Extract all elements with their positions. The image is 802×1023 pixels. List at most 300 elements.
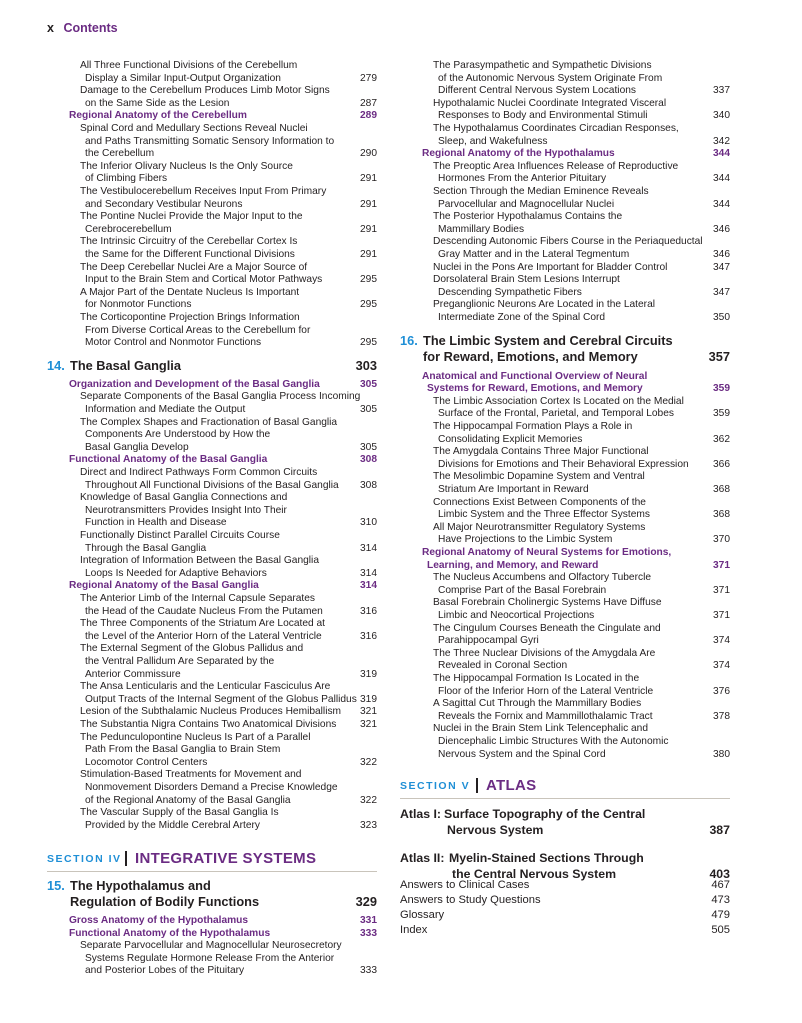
- page-number: 346: [713, 223, 730, 235]
- page-number: 295: [360, 299, 377, 311]
- entry-line: The Limbic Association Cortex Is Located on the Medial: [433, 395, 684, 407]
- entry-line: The Hippocampal Formation Is Located in the: [433, 673, 640, 684]
- entry-line: Throughout All Functional Divisions of the Basal Ganglia: [85, 479, 339, 491]
- toc-entry: [433, 497, 730, 522]
- page-number: 479: [711, 909, 730, 921]
- page-number: 376: [713, 685, 730, 697]
- entry-line: A Major Part of the Dentate Nucleus Is Important: [80, 286, 300, 298]
- entry-line: The Ansa Lenticularis and the Lenticular Fasciculus Are: [80, 681, 331, 693]
- page-number: 505: [711, 924, 730, 936]
- entry-title: [80, 186, 377, 211]
- section-rule: [400, 798, 730, 799]
- toc-entry: [433, 421, 730, 446]
- entry-title: [422, 148, 730, 161]
- entry-line: and Paths Transmitting Somatic Sensory Information to: [85, 135, 335, 147]
- entry-line: Diencephalic Limbic Structures With the Autonomic: [438, 735, 669, 747]
- entry-line: Parvocellular and Magnocellular Nuclei: [438, 198, 615, 210]
- toc-entry: [433, 396, 730, 421]
- entry-line: Locomotor Control Centers: [85, 756, 208, 768]
- atlas-title: Myelin-Stained Sections Through: [449, 851, 644, 865]
- entry-title: [433, 211, 730, 236]
- page-number: 374: [713, 635, 730, 647]
- entry-line: Components Are Understood by How the: [85, 429, 271, 441]
- toc-entry: [433, 723, 730, 761]
- entry-line: The Anterior Limb of the Internal Capsule Separates: [80, 593, 316, 604]
- entry-title: [433, 497, 730, 522]
- entry-title: [80, 719, 377, 732]
- entry-line: Connections Exist Between Components of the: [433, 496, 646, 508]
- toc-entry: [80, 161, 377, 186]
- entry-title: [69, 580, 377, 593]
- entry-line: The Preoptic Area Influences Release of Reproductive: [433, 160, 679, 172]
- toc-entry: [80, 643, 377, 681]
- page-number: 291: [360, 198, 377, 210]
- toc-entry: [433, 299, 730, 324]
- toc-entry: [433, 60, 730, 98]
- page-number: 359: [713, 408, 730, 420]
- entry-line: Regional Anatomy of the Hypothalamus: [422, 148, 615, 160]
- entry-title: [69, 454, 377, 467]
- toc-entry: [80, 492, 377, 530]
- entry-title: [80, 492, 377, 530]
- page-number: 287: [360, 97, 377, 109]
- entry-line: The External Segment of the Globus Pallidus and: [80, 643, 304, 655]
- toc-entry: [80, 123, 377, 161]
- page-number: 331: [360, 915, 377, 926]
- entry-title: [433, 698, 730, 723]
- page-number: 291: [360, 173, 377, 185]
- page-number: 368: [713, 483, 730, 495]
- entry-title: [80, 391, 377, 416]
- page-number: 290: [360, 148, 377, 160]
- entry-title: [80, 732, 377, 770]
- entry-title: [80, 211, 377, 236]
- toc-entry: [80, 593, 377, 618]
- entry-title: [80, 123, 377, 161]
- entry-line: Functional Anatomy of the Hypothalamus: [69, 927, 271, 939]
- entry-title: [69, 928, 377, 941]
- chapter-number: 15.: [47, 878, 65, 893]
- atlas-label: Atlas I:: [400, 807, 441, 821]
- section-heading-entry: [422, 371, 730, 396]
- entry-line: Separate Parvocellular and Magnocellular Neurosecretory: [80, 940, 342, 952]
- entry-line: The Hypothalamus Coordinates Circadian Responses,: [433, 123, 679, 134]
- entry-line: Anterior Commissure: [85, 668, 181, 680]
- entry-line: Descending Autonomic Fibers Course in the Periaqueductal: [433, 236, 703, 248]
- entry-title: [433, 673, 730, 698]
- toc-entry: [433, 623, 730, 648]
- entry-line: All Three Functional Divisions of the Cerebellum: [80, 60, 298, 71]
- chapter-title: The Limbic System and Cerebral Circuits: [423, 332, 673, 348]
- entry-line: Information and Mediate the Output: [85, 403, 246, 415]
- entry-line: Limbic and Neocortical Projections: [438, 609, 595, 621]
- entry-line: Motor Control and Nonmotor Functions: [85, 337, 262, 349]
- entry-title: [80, 417, 377, 455]
- toc-entry: [433, 123, 730, 148]
- entry-title: [80, 530, 377, 555]
- entry-line: Integration of Information Between the Basal Ganglia: [80, 555, 319, 567]
- entry-line: Input to the Brain Stem and Cortical Motor Pathways: [85, 274, 323, 286]
- entry-line: The Posterior Hypothalamus Contains the: [433, 211, 623, 223]
- toc-entry: [80, 719, 377, 732]
- entry-title: [80, 940, 377, 978]
- page-number: 378: [713, 710, 730, 722]
- section-heading-entry: [69, 580, 377, 593]
- entry-line: Cerebrocerebellum: [85, 223, 172, 235]
- entry-line: on the Same Side as the Lesion: [85, 97, 230, 109]
- entry-line: The Cingulum Courses Beneath the Cingulate and: [433, 622, 661, 634]
- page-number: 314: [360, 567, 377, 579]
- toc-entry: [80, 555, 377, 580]
- page-number: 387: [709, 823, 730, 837]
- toc-entry: [80, 60, 377, 85]
- section-label: SECTION V: [400, 780, 471, 792]
- page-number: 314: [360, 580, 377, 592]
- entry-line: From Diverse Cortical Areas to the Cerebellum for: [85, 324, 311, 336]
- entry-title: [433, 446, 730, 471]
- section-heading-entry: [69, 928, 377, 941]
- toc-entry: [433, 471, 730, 496]
- entry-line: Nuclei in the Brain Stem Link Telencephalic and: [433, 723, 649, 735]
- entry-line: Limbic System and the Three Effector Systems: [438, 509, 650, 521]
- entry-line: The Parasympathetic and Sympathetic Divisions: [433, 60, 652, 71]
- entry-line: Responses to Body and Environmental Stimuli: [438, 110, 648, 122]
- entry-title: [422, 547, 730, 572]
- entry-line: Nuclei in the Pons Are Important for Bladder Control: [433, 261, 668, 273]
- entry-line: The Three Nuclear Divisions of the Amygdala Are: [433, 647, 656, 659]
- entry-line: All Major Neurotransmitter Regulatory Systems: [433, 521, 646, 533]
- page-number: 467: [711, 879, 730, 891]
- atlas-title: the Central Nervous System: [452, 867, 617, 881]
- section-divider: [476, 778, 478, 793]
- entry-line: Display a Similar Input-Output Organization: [85, 72, 281, 84]
- page-number: 329: [355, 894, 377, 909]
- entry-line: the Cerebellum: [85, 148, 155, 160]
- toc-entry: [433, 186, 730, 211]
- page-number: 319: [360, 693, 377, 705]
- back-matter-label: Answers to Clinical Cases: [400, 879, 530, 891]
- entry-title: [433, 236, 730, 261]
- entry-line: Regional Anatomy of Neural Systems for Emotions,: [422, 547, 672, 558]
- entry-title: [433, 161, 730, 186]
- chapter-title: The Basal Ganglia: [70, 357, 181, 373]
- page-number: 344: [713, 198, 730, 210]
- chapter-title: The Hypothalamus and: [70, 878, 211, 893]
- page-number: 308: [360, 454, 377, 466]
- entry-title: [80, 262, 377, 287]
- chapter-entry: [47, 358, 377, 374]
- page-number: 333: [360, 927, 377, 939]
- toc-entry: [80, 211, 377, 236]
- page-number: 374: [713, 660, 730, 672]
- entry-title: [433, 648, 730, 673]
- page-number: 289: [360, 110, 377, 122]
- page-number: 316: [360, 630, 377, 642]
- entry-line: Hormones From the Anterior Pituitary: [438, 173, 607, 185]
- entry-title: [433, 299, 730, 324]
- atlas-title: Surface Topography of the Central: [444, 807, 646, 821]
- page-number: 316: [360, 605, 377, 617]
- toc-entry: [433, 446, 730, 471]
- toc-entry: [433, 236, 730, 261]
- chapter-number: 16.: [400, 332, 418, 348]
- entry-title: [433, 262, 730, 275]
- entry-line: Basal Forebrain Cholinergic Systems Have Diffuse: [433, 597, 662, 609]
- entry-line: Output Tracts of the Internal Segment of the Globus Pallidus: [85, 693, 357, 705]
- entry-title: [80, 643, 377, 681]
- entry-line: Consolidating Explicit Memories: [438, 433, 583, 445]
- page-number: 344: [713, 148, 730, 160]
- entry-line: the Head of the Caudate Nucleus From the Putamen: [85, 605, 323, 617]
- entry-title: [433, 396, 730, 421]
- toc-entry: [433, 522, 730, 547]
- entry-line: The Intrinsic Circuitry of the Cerebellar Cortex Is: [80, 236, 298, 248]
- page-number: 279: [360, 72, 377, 84]
- toc-entry: [433, 161, 730, 186]
- page-number: 350: [713, 311, 730, 323]
- entry-title: [80, 287, 377, 312]
- page-number: 368: [713, 509, 730, 521]
- entry-line: Stimulation-Based Treatments for Movement and: [80, 769, 302, 781]
- toc-entry: [433, 262, 730, 275]
- page-number: 321: [360, 706, 377, 718]
- entry-line: Regional Anatomy of the Basal Ganglia: [69, 580, 259, 592]
- entry-line: Striatum Are Important in Reward: [438, 483, 589, 495]
- chapter-title: for Reward, Emotions, and Memory: [423, 348, 638, 364]
- entry-line: of the Regional Anatomy of the Basal Ganglia: [85, 794, 291, 806]
- page-number: 303: [355, 357, 377, 373]
- entry-line: Preganglionic Neurons Are Located in the Lateral: [433, 299, 656, 311]
- toc-entry: [80, 618, 377, 643]
- entry-line: Function in Health and Disease: [85, 517, 227, 529]
- entry-title: [422, 371, 730, 396]
- entry-title: [80, 706, 377, 719]
- entry-line: Divisions for Emotions and Their Behavioral Expression: [438, 458, 689, 470]
- page-number: 310: [360, 517, 377, 529]
- entry-title: [433, 60, 730, 98]
- page-number: 337: [713, 85, 730, 97]
- page-number: 371: [713, 584, 730, 596]
- toc-entry: [80, 807, 377, 832]
- section-heading-entry: [422, 547, 730, 572]
- chapter-number: 14.: [47, 357, 65, 373]
- toc-entry: [80, 85, 377, 110]
- entry-line: Systems Regulate Hormone Release From the Anterior: [85, 952, 335, 964]
- toc-entry: [433, 572, 730, 597]
- section-heading-entry: [422, 148, 730, 161]
- entry-title: [80, 555, 377, 580]
- back-matter-entry: [400, 893, 730, 908]
- entry-line: Descending Sympathetic Fibers: [438, 286, 582, 298]
- section-name: ATLAS: [486, 777, 537, 794]
- back-matter-label: Index: [400, 924, 428, 936]
- entry-line: and Secondary Vestibular Neurons: [85, 198, 243, 210]
- page-number: 295: [360, 337, 377, 349]
- entry-line: Floor of the Inferior Horn of the Lateral Ventricle: [438, 685, 654, 697]
- page-number: 371: [713, 559, 730, 571]
- back-matter-label: Glossary: [400, 909, 445, 921]
- entry-title: [80, 467, 377, 492]
- entry-line: Regional Anatomy of the Cerebellum: [69, 110, 247, 122]
- toc-entry: [80, 467, 377, 492]
- section-iv-heading: [47, 845, 377, 869]
- entry-line: Path From the Basal Ganglia to Brain Stem: [85, 744, 281, 756]
- section-label: SECTION IV: [47, 853, 122, 865]
- page-number: 323: [360, 819, 377, 831]
- chapter-entry: [47, 878, 377, 910]
- entry-title: [433, 471, 730, 496]
- atlas-label: Atlas II:: [400, 851, 445, 865]
- entry-line: Systems for Reward, Emotions, and Memory: [427, 383, 643, 395]
- page-number: x: [47, 21, 54, 35]
- atlas-title: Nervous System: [447, 823, 544, 837]
- toc-entry: [80, 732, 377, 770]
- chapter-title: Regulation of Bodily Functions: [70, 894, 260, 909]
- back-matter-entry: [400, 908, 730, 923]
- entry-line: The Vestibulocerebellum Receives Input From Primary: [80, 186, 327, 197]
- page-number: 473: [711, 894, 730, 906]
- page-number: 314: [360, 542, 377, 554]
- entry-line: Revealed in Coronal Section: [438, 660, 568, 672]
- entry-line: Comprise Part of the Basal Forebrain: [438, 584, 607, 596]
- toc-entry: [80, 417, 377, 455]
- entry-line: A Sagittal Cut Through the Mammillary Bodies: [433, 698, 642, 710]
- toc-entry: [433, 648, 730, 673]
- entry-title: [80, 593, 377, 618]
- entry-line: The Pedunculopontine Nucleus Is Part of a Parallel: [80, 731, 311, 743]
- toc-entry: [433, 698, 730, 723]
- page-number: 380: [713, 748, 730, 760]
- page-number: 359: [713, 383, 730, 395]
- back-matter-entry: [400, 878, 730, 893]
- toc-entry: [80, 391, 377, 416]
- entry-line: Functional Anatomy of the Basal Ganglia: [69, 454, 268, 466]
- entry-line: Reveals the Fornix and Mammillothalamic Tract: [438, 710, 653, 722]
- entry-line: Parahippocampal Gyri: [438, 635, 539, 647]
- entry-line: Nervous System and the Spinal Cord: [438, 748, 606, 760]
- entry-title: [80, 161, 377, 186]
- entry-title: [80, 618, 377, 643]
- entry-title: [433, 274, 730, 299]
- entry-line: The Corticopontine Projection Brings Information: [80, 312, 300, 323]
- entry-title: [433, 623, 730, 648]
- entry-line: Gray Matter and in the Lateral Tegmentum: [438, 248, 630, 260]
- section-v-heading: [400, 772, 730, 796]
- entry-line: Have Projections to the Limbic System: [438, 534, 613, 546]
- toc-entry: [433, 98, 730, 123]
- toc-entry: [80, 287, 377, 312]
- section-name: INTEGRATIVE SYSTEMS: [135, 850, 317, 867]
- entry-line: Through the Basal Ganglia: [85, 542, 207, 554]
- page-number: 366: [713, 458, 730, 470]
- entry-line: of the Autonomic Nervous System Originate From: [438, 72, 663, 84]
- entry-line: The Mesolimbic Dopamine System and Ventral: [433, 471, 645, 483]
- entry-line: Organization and Development of the Basal Ganglia: [69, 378, 320, 390]
- toc-entry: [433, 274, 730, 299]
- entry-line: The Pontine Nuclei Provide the Major Input to the: [80, 211, 303, 223]
- atlas-entry: [400, 806, 730, 838]
- entry-title: [80, 312, 377, 350]
- entry-line: Spinal Cord and Medullary Sections Reveal Nuclei: [80, 123, 308, 134]
- entry-line: the Ventral Pallidum Are Separated by the: [85, 655, 275, 667]
- entry-line: Basal Ganglia Develop: [85, 441, 189, 453]
- page-number: 308: [360, 479, 377, 491]
- page-number: 357: [708, 348, 730, 364]
- entry-line: The Nucleus Accumbens and Olfactory Tubercle: [433, 572, 652, 584]
- entry-line: Hypothalamic Nuclei Coordinate Integrated Visceral: [433, 97, 667, 109]
- entry-line: Section Through the Median Eminence Reveals: [433, 186, 649, 197]
- entry-title: [80, 807, 377, 832]
- entry-line: Nonmovement Disorders Demand a Precise Knowledge: [85, 781, 338, 793]
- entry-line: The Hippocampal Formation Plays a Role in: [433, 421, 633, 432]
- toc-entry: [80, 530, 377, 555]
- toc-entry: [80, 706, 377, 719]
- entry-line: the Same for the Different Functional Divisions: [85, 248, 295, 260]
- entry-line: Loops Is Needed for Adaptive Behaviors: [85, 567, 267, 579]
- entry-line: Intermediate Zone of the Spinal Cord: [438, 311, 606, 323]
- entry-title: [433, 723, 730, 761]
- chapter-entry: [400, 333, 730, 365]
- entry-title: [80, 236, 377, 261]
- page-number: 291: [360, 223, 377, 235]
- entry-line: The Deep Cerebellar Nuclei Are a Major Source of: [80, 261, 308, 273]
- toc-entry: [80, 186, 377, 211]
- page-number: 403: [709, 867, 730, 881]
- page-number: 371: [713, 609, 730, 621]
- toc-entry: [80, 236, 377, 261]
- entry-line: The Vascular Supply of the Basal Ganglia Is: [80, 807, 279, 819]
- page-number: 362: [713, 433, 730, 445]
- entry-line: Surface of the Frontal, Parietal, and Temporal Lobes: [438, 408, 674, 420]
- entry-line: The Three Components of the Striatum Are Located at: [80, 618, 326, 630]
- entry-title: [69, 915, 377, 928]
- page-number: 344: [713, 173, 730, 185]
- entry-title: [80, 60, 377, 85]
- section-heading-entry: [69, 454, 377, 467]
- page-number: 347: [713, 286, 730, 298]
- toc-entry: [80, 769, 377, 807]
- entry-line: Gross Anatomy of the Hypothalamus: [69, 915, 249, 926]
- page-number: 319: [360, 668, 377, 680]
- entry-line: Lesion of the Subthalamic Nucleus Produces Hemiballism: [80, 706, 342, 718]
- entry-line: Dorsolateral Brain Stem Lesions Interrupt: [433, 274, 620, 286]
- entry-line: Direct and Indirect Pathways Form Common Circuits: [80, 467, 318, 478]
- section-rule: [47, 871, 377, 872]
- page-number: 291: [360, 248, 377, 260]
- entry-title: [433, 522, 730, 547]
- back-matter-entry: [400, 923, 730, 938]
- entry-line: The Amygdala Contains Three Major Functional: [433, 446, 649, 458]
- entry-title: [80, 769, 377, 807]
- entry-line: Separate Components of the Basal Ganglia Process Incoming: [80, 391, 361, 403]
- entry-line: Functionally Distinct Parallel Circuits Course: [80, 530, 280, 541]
- toc-entry: [80, 681, 377, 706]
- page-number: 347: [713, 261, 730, 273]
- toc-entry: [80, 312, 377, 350]
- entry-line: Sleep, and Wakefulness: [438, 135, 548, 147]
- entry-title: [69, 379, 377, 392]
- entry-title: [433, 597, 730, 622]
- entry-title: [433, 123, 730, 148]
- entry-line: Learning, and Memory, and Reward: [427, 559, 599, 571]
- back-matter-label: Answers to Study Questions: [400, 894, 541, 906]
- page-number: 346: [713, 248, 730, 260]
- entry-line: of Climbing Fibers: [85, 173, 168, 185]
- entry-title: [433, 186, 730, 211]
- entry-line: Different Central Nervous System Locations: [438, 85, 636, 97]
- entry-line: Neurotransmitters Provides Insight Into Their: [85, 504, 287, 516]
- page-number: 322: [360, 756, 377, 768]
